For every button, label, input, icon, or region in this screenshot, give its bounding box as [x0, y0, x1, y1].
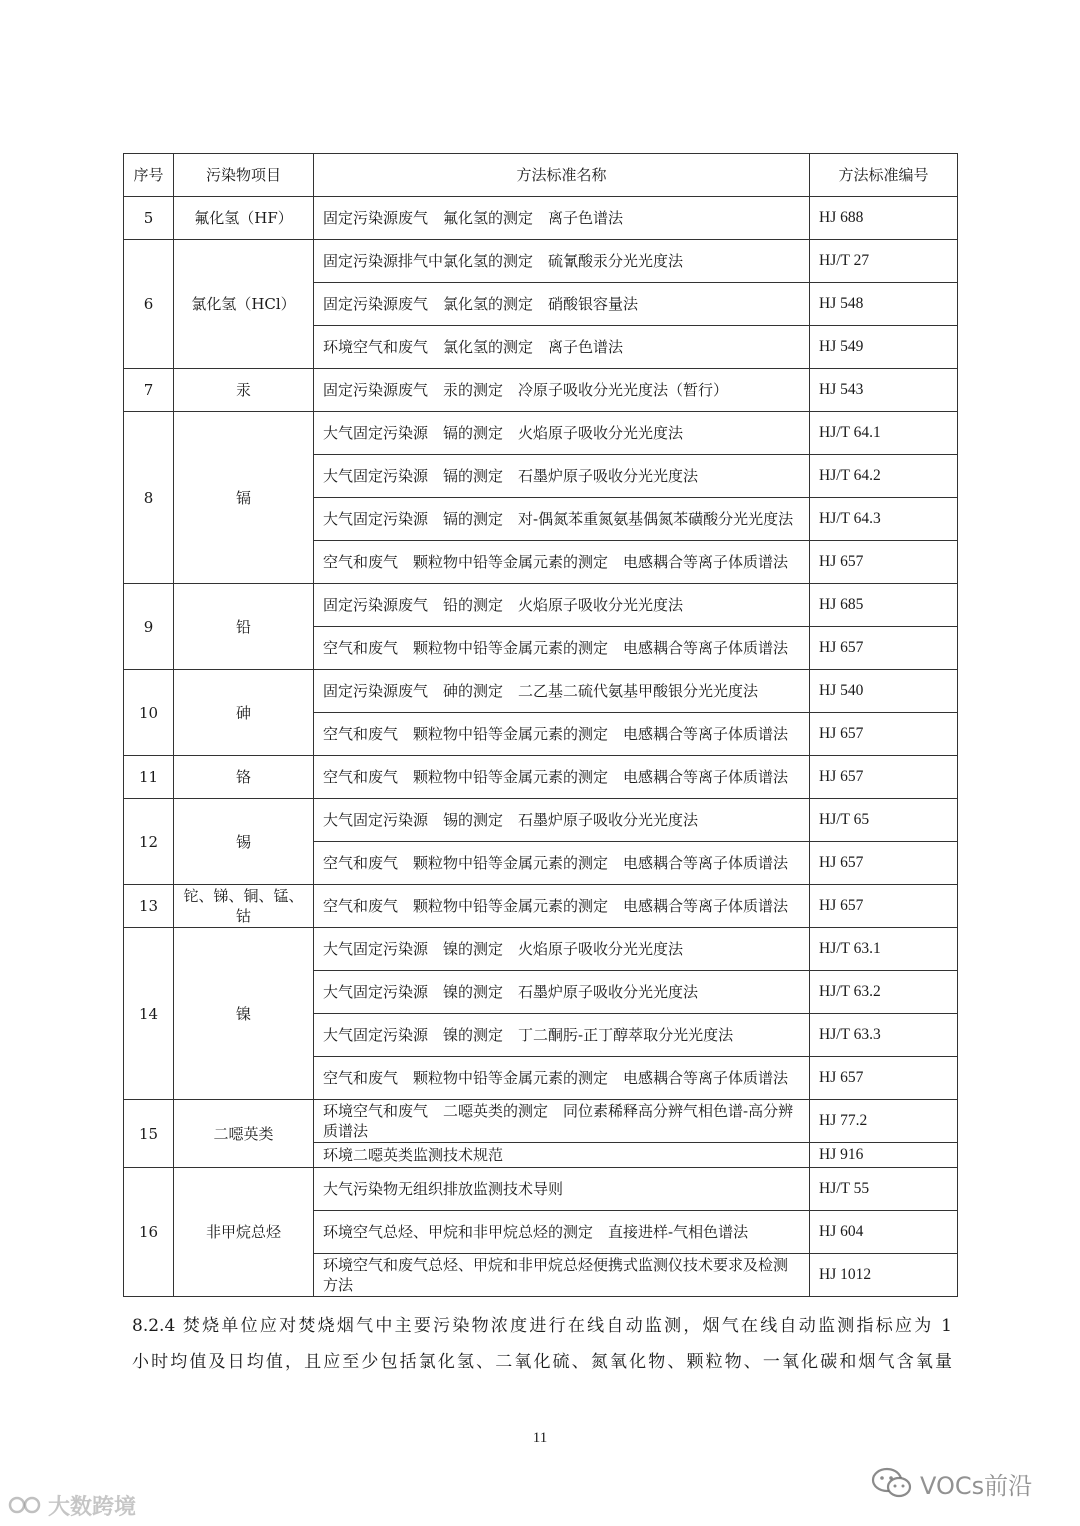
cell-pollutant: 镉 [174, 412, 314, 584]
table-body [124, 197, 958, 1297]
cell-seq: 11 [124, 756, 174, 799]
cell-method-name: 环境空气总烃、甲烷和非甲烷总烃的测定 直接进样-气相色谱法 [314, 1211, 810, 1254]
cell-seq: 9 [124, 584, 174, 670]
cell-method-name: 固定污染源排气中氯化氢的测定 硫氰酸汞分光光度法 [314, 240, 810, 283]
cell-method-code: HJ 916 [810, 1143, 958, 1168]
watermark-right-text: VOCs前沿 [920, 1471, 1033, 1500]
cell-method-code: HJ 77.2 [810, 1100, 958, 1143]
cell-pollutant: 铬 [174, 756, 314, 799]
cell-seq: 7 [124, 369, 174, 412]
cell-method-code: HJ 549 [810, 326, 958, 369]
table-row [124, 412, 958, 455]
cell-method-name: 空气和废气 颗粒物中铅等金属元素的测定 电感耦合等离子体质谱法 [314, 627, 810, 670]
cell-method-name: 环境二噁英类监测技术规范 [314, 1143, 810, 1168]
cell-method-name: 空气和废气 颗粒物中铅等金属元素的测定 电感耦合等离子体质谱法 [314, 713, 810, 756]
table-row [124, 197, 958, 240]
cell-pollutant: 镍 [174, 928, 314, 1100]
cell-seq: 10 [124, 670, 174, 756]
cell-method-code: HJ/T 63.3 [810, 1014, 958, 1057]
watermark-left-text: 大数跨境 [48, 1494, 137, 1520]
table-row [124, 670, 958, 713]
cell-method-name: 固定污染源废气 氟化氢的测定 离子色谱法 [314, 197, 810, 240]
cell-method-name: 大气固定污染源 锡的测定 石墨炉原子吸收分光光度法 [314, 799, 810, 842]
cell-method-code: HJ 657 [810, 756, 958, 799]
cell-method-code: HJ 548 [810, 283, 958, 326]
cell-pollutant: 铊、锑、铜、锰、钴 [174, 885, 314, 928]
cell-method-code: HJ 657 [810, 842, 958, 885]
cell-method-name: 大气固定污染源 镍的测定 石墨炉原子吸收分光光度法 [314, 971, 810, 1014]
cell-method-name: 环境空气和废气 氯化氢的测定 离子色谱法 [314, 326, 810, 369]
cell-method-name: 固定污染源废气 砷的测定 二乙基二硫代氨基甲酸银分光光度法 [314, 670, 810, 713]
watermark-right [870, 1463, 1032, 1503]
cell-pollutant: 氟化氢（HF） [174, 197, 314, 240]
cell-method-code: HJ/T 63.1 [810, 928, 958, 971]
cell-seq: 5 [124, 197, 174, 240]
cell-method-code: HJ 657 [810, 713, 958, 756]
cell-method-name: 空气和废气 颗粒物中铅等金属元素的测定 电感耦合等离子体质谱法 [314, 756, 810, 799]
header-method-name: 方法标准名称 [314, 154, 810, 197]
cell-method-code: HJ 685 [810, 584, 958, 627]
table-row [124, 369, 958, 412]
cell-seq: 13 [124, 885, 174, 928]
cell-method-name: 大气固定污染源 镉的测定 石墨炉原子吸收分光光度法 [314, 455, 810, 498]
cell-method-name: 大气固定污染源 镉的测定 火焰原子吸收分光光度法 [314, 412, 810, 455]
table-row [124, 756, 958, 799]
table-row [124, 928, 958, 971]
wechat-icon [870, 1465, 914, 1501]
cell-method-code: HJ/T 65 [810, 799, 958, 842]
cell-method-code: HJ 1012 [810, 1254, 958, 1297]
cell-method-code: HJ 657 [810, 885, 958, 928]
table-row [124, 1100, 958, 1143]
monitoring-method-table [123, 153, 958, 1297]
table-row [124, 885, 958, 928]
cell-method-name: 空气和废气 颗粒物中铅等金属元素的测定 电感耦合等离子体质谱法 [314, 541, 810, 584]
watermark-logo-icon [8, 1492, 44, 1518]
cell-method-code: HJ/T 64.3 [810, 498, 958, 541]
cell-method-name: 固定污染源废气 氯化氢的测定 硝酸银容量法 [314, 283, 810, 326]
header-pollutant: 污染物项目 [174, 154, 314, 197]
cell-pollutant: 氯化氢（HCl） [174, 240, 314, 369]
table-row [124, 799, 958, 842]
cell-method-name: 空气和废气 颗粒物中铅等金属元素的测定 电感耦合等离子体质谱法 [314, 1057, 810, 1100]
cell-method-code: HJ 657 [810, 541, 958, 584]
page-number: 11 [532, 1430, 548, 1446]
cell-pollutant: 二噁英类 [174, 1100, 314, 1168]
cell-method-code: HJ/T 55 [810, 1168, 958, 1211]
cell-method-code: HJ 604 [810, 1211, 958, 1254]
cell-pollutant: 锡 [174, 799, 314, 885]
cell-method-code: HJ/T 64.2 [810, 455, 958, 498]
cell-pollutant: 汞 [174, 369, 314, 412]
watermark-left [8, 1490, 136, 1520]
cell-seq: 6 [124, 240, 174, 369]
cell-method-code: HJ 688 [810, 197, 958, 240]
cell-method-code: HJ/T 64.1 [810, 412, 958, 455]
paragraph-line-2: 小时均值及日均值，且应至少包括氯化氢、二氧化硫、氮氧化物、颗粒物、一氧化碳和烟气含氧量 [132, 1352, 952, 1372]
cell-pollutant: 非甲烷总烃 [174, 1168, 314, 1297]
cell-method-code: HJ 543 [810, 369, 958, 412]
cell-method-code: HJ/T 27 [810, 240, 958, 283]
cell-method-code: HJ 540 [810, 670, 958, 713]
cell-method-code: HJ/T 63.2 [810, 971, 958, 1014]
cell-seq: 8 [124, 412, 174, 584]
table-row [124, 240, 958, 283]
cell-method-name: 大气固定污染源 镍的测定 丁二酮肟-正丁醇萃取分光光度法 [314, 1014, 810, 1057]
cell-method-code: HJ 657 [810, 1057, 958, 1100]
cell-method-name: 空气和废气 颗粒物中铅等金属元素的测定 电感耦合等离子体质谱法 [314, 885, 810, 928]
cell-seq: 12 [124, 799, 174, 885]
cell-pollutant: 铅 [174, 584, 314, 670]
cell-method-name: 环境空气和废气总烃、甲烷和非甲烷总烃便携式监测仪技术要求及检测方法 [314, 1254, 810, 1297]
cell-method-name: 大气固定污染源 镉的测定 对-偶氮苯重氮氨基偶氮苯磺酸分光光度法 [314, 498, 810, 541]
table-row [124, 1168, 958, 1211]
cell-seq: 15 [124, 1100, 174, 1168]
table-row [124, 584, 958, 627]
paragraph-line-1: 8.2.4 焚烧单位应对焚烧烟气中主要污染物浓度进行在线自动监测，烟气在线自动监测指标应为 1 [132, 1316, 952, 1336]
header-seq: 序号 [124, 154, 174, 197]
cell-method-code: HJ 657 [810, 627, 958, 670]
cell-method-name: 固定污染源废气 铅的测定 火焰原子吸收分光光度法 [314, 584, 810, 627]
cell-method-name: 空气和废气 颗粒物中铅等金属元素的测定 电感耦合等离子体质谱法 [314, 842, 810, 885]
cell-method-name: 大气固定污染源 镍的测定 火焰原子吸收分光光度法 [314, 928, 810, 971]
cell-method-name: 固定污染源废气 汞的测定 冷原子吸收分光光度法（暂行） [314, 369, 810, 412]
cell-seq: 16 [124, 1168, 174, 1297]
cell-method-name: 大气污染物无组织排放监测技术导则 [314, 1168, 810, 1211]
cell-pollutant: 砷 [174, 670, 314, 756]
header-method-code: 方法标准编号 [810, 154, 958, 197]
cell-method-name: 环境空气和废气 二噁英类的测定 同位素稀释高分辨气相色谱-高分辨质谱法 [314, 1100, 810, 1143]
cell-seq: 14 [124, 928, 174, 1100]
